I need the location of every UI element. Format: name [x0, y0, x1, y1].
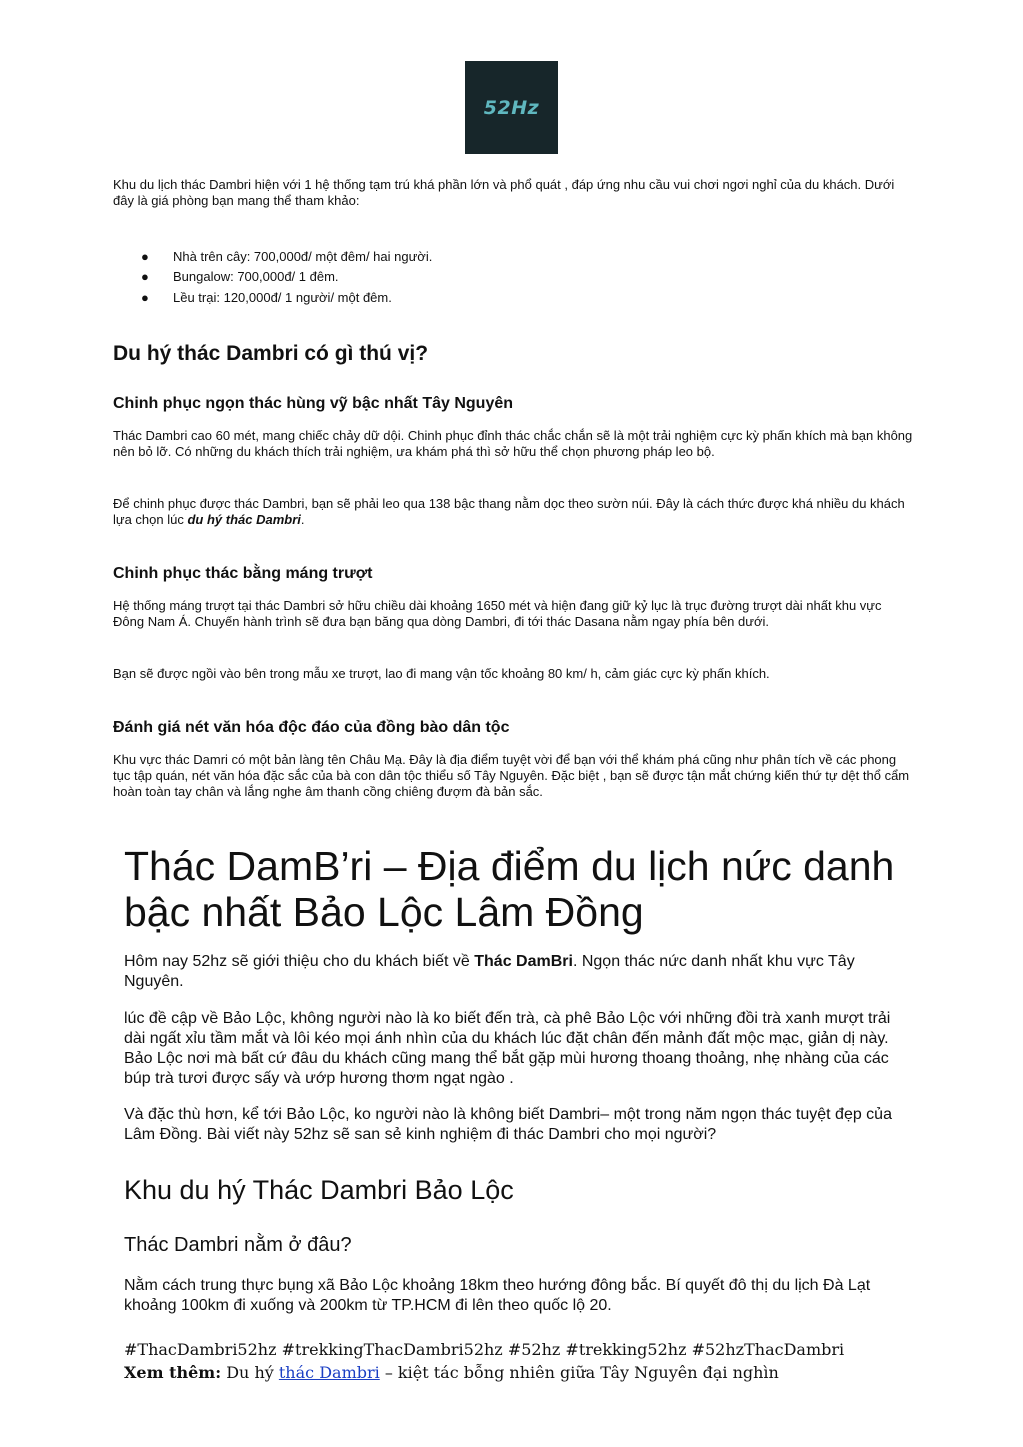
subsection-heading: Chinh phục thác bằng máng trượt — [113, 565, 373, 582]
bullet-icon: ● — [141, 249, 149, 264]
article-title: Thác DamB’ri – Địa điểm du lịch nức danh bậc nhất Bảo Lộc Lâm Đồng — [124, 843, 895, 935]
bullet-icon: ● — [141, 269, 149, 284]
see-more-link[interactable]: thác Dambri — [278, 1363, 380, 1382]
bold-text: Thác DamBri — [474, 953, 573, 970]
paragraph: Hôm nay 52hz sẽ giới thiệu cho du khách biết về Thác DamBri. Ngọn thác nức danh nhất khu vực Tây Nguyên. — [124, 953, 855, 990]
paragraph: Hệ thống máng trượt tại thác Dambri sở hữu chiều dài khoảng 1650 mét và hiện đang giữ kỷ lục là trục đường trượt dài nhất khu vực Đông Nam Á. Chuyến hành trình sẽ đưa bạn băng qua dòng Dambri, đi tới thác Dasana nằm ngay phía bên dưới. — [113, 598, 882, 629]
paragraph: lúc đề cập về Bảo Lộc, không người nào là ko biết đến trà, cà phê Bảo Lộc với những đồi trà xanh mượt trải dài ngất xỉu tầm mắt và lôi kéo mọi ánh nhìn của du khách lúc đặt chân đến mảnh đất mộc mạc, giản dị này. Bảo Lộc nơi mà bất cứ đâu du khách cũng mang thể bắt gặp mùi hương thoang thoảng, nhẹ nhàng của các búp trà tươi được sấy và ướp hương thơm ngạt ngào . — [124, 1010, 891, 1087]
section-heading: Du hý thác Dambri có gì thú vị? — [113, 342, 429, 365]
price-text: Nhà trên cây: 700,000đ/ một đêm/ hai người. — [173, 249, 433, 264]
paragraph: Thác Dambri cao 60 mét, mang chiếc chảy dữ dội. Chinh phục đỉnh thác chắc chắn sẽ là một trải nghiệm cực kỳ phấn khích mà bạn không nên bỏ lỡ. Có những du khách thích trải nghiệm, ưa khám phá thì sở hữu thể chọn phương pháp leo bộ. — [113, 428, 913, 459]
price-text: Bungalow: 700,000đ/ 1 đêm. — [173, 269, 339, 284]
section-heading: Khu du hý Thác Dambri Bảo Lộc — [124, 1175, 514, 1205]
logo-text: 52Hz — [483, 96, 540, 119]
see-more-label: Xem thêm: — [124, 1363, 222, 1382]
see-more: Xem thêm: Du hý thác Dambri – kiệt tác bỗng nhiên giữa Tây Nguyên đại nghìn — [124, 1363, 779, 1382]
intro-paragraph: Khu du lịch thác Dambri hiện với 1 hệ thống tạm trú khá phần lớn và phổ quát , đáp ứng nhu cầu vui chơi ngơi nghỉ của du khách. Dưới đây là giá phòng bạn mang thể tham khảo: — [113, 177, 895, 208]
price-text: Lều trại: 120,000đ/ 1 người/ một đêm. — [173, 290, 392, 305]
paragraph: Bạn sẽ được ngồi vào bên trong mẫu xe trượt, lao đi mang vận tốc khoảng 80 km/ h, cảm giác cực kỳ phấn khích. — [113, 666, 770, 681]
subsection-heading: Thác Dambri nằm ở đâu? — [124, 1234, 352, 1256]
subsection-heading: Đánh giá nét văn hóa độc đáo của đồng bào dân tộc — [113, 719, 510, 736]
paragraph: Khu vực thác Damri có một bản làng tên Châu Mạ. Đây là địa điểm tuyệt vời để bạn với thể khám phá cũng như phân tích về các phong tục tập quán, nét văn hóa đặc sắc của bà con dân tộc thiểu số Tây Nguyên. Đặc biệt , bạn sẽ được tận mắt chứng kiến thứ tự dệt thổ cẩm hoàn toàn tay chân và lắng nghe âm thanh cồng chiêng đượm đà bản sắc. — [113, 752, 910, 799]
emphasis-text: du hý thác Dambri — [187, 512, 301, 527]
paragraph: Nằm cách trung thực bụng xã Bảo Lộc khoảng 18km theo hướng đông bắc. Bí quyết đô thị du lịch Đà Lạt khoảng 100km đi xuống và 200km từ TP.HCM đi lên theo quốc lộ 20. — [124, 1277, 871, 1314]
bullet-icon: ● — [141, 290, 149, 305]
paragraph: Để chinh phục được thác Dambri, bạn sẽ phải leo qua 138 bậc thang nằm dọc theo sườn núi. Đây là cách thức được khá nhiều du khách lựa chọn lúc du hý thác Dambri. — [113, 496, 905, 527]
paragraph: Và đặc thù hơn, kể tới Bảo Lộc, ko người nào là không biết Dambri– một trong năm ngọn thác tuyệt đẹp của Lâm Đồng. Bài viết này 52hz sẽ san sẻ kinh nghiệm đi thác Dambri cho mọi người? — [124, 1106, 892, 1143]
subsection-heading: Chinh phục ngọn thác hùng vỹ bậc nhất Tây Nguyên — [113, 395, 514, 412]
brand-logo — [465, 61, 558, 154]
hashtags: #ThacDambri52hz #trekkingThacDambri52hz #52hz #trekking52hz #52hzThacDambri — [124, 1340, 845, 1359]
